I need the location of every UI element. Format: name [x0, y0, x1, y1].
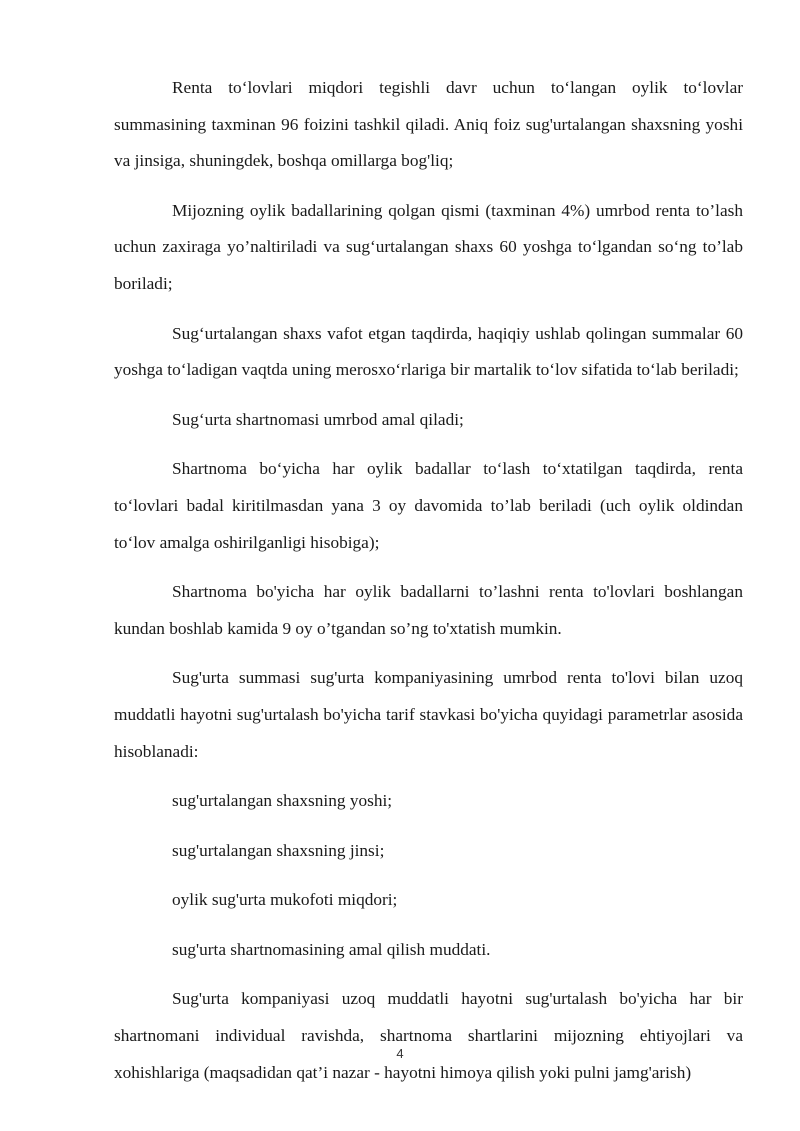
paragraph-death-case: Sug‘urtalangan shaxs vafot etgan taqdirda, haqiqiy ushlab qolingan summalar 60 yoshga to‘ladigan vaqtda uning merosxo‘rlariga bir martalik to‘lov sifatida to‘lab beriladi;	[114, 323, 743, 380]
parameter-list	[114, 783, 743, 968]
paragraph-renta-payments: Renta to‘lovlari miqdori tegishli davr uchun to‘langan oylik to‘lovlar summasining taxminan 96 foizini tashkil qiladi. Aniq foiz sug'urtalangan shaxsning yoshi va jinsiga, shuningdek, boshqa omillarga bog'liq;	[114, 78, 743, 171]
paragraph-lifetime-contract: Sug‘urta shartnomasi umrbod amal qiladi;	[172, 409, 464, 429]
paragraph-individual-contract: Sug'urta kompaniyasi uzoq muddatli hayotni sug'urtalash bo'yicha har bir shartnomani individual ravishda, shartnoma shartlarini mijozning ehtiyojlari va xohishlariga (maqsadidan qat’i nazar - hayotni himoya qilish yoki pulni jamg'arish)	[114, 989, 743, 1082]
paragraph-sum-calculation: Sug'urta summasi sug'urta kompaniyasining umrbod renta to'lovi bilan uzoq muddatli hayotni sug'urtalash bo'yicha tarif stavkasi bo'yicha quyidagi parametrlar asosida hisoblanadi:	[114, 668, 743, 761]
list-item: oylik sug'urta mukofoti miqdori;	[172, 890, 398, 910]
paragraph-payment-suspension: Shartnoma bo‘yicha har oylik badallar to‘lash to‘xtatilgan taqdirda, renta to‘lovlari badal kiritilmasdan yana 3 oy davomida to’lab beriladi (uch oylik oldindan to‘lov amalga oshirilganligi hisobiga);	[114, 459, 743, 552]
list-item: sug'urta shartnomasining amal qilish muddati.	[172, 939, 491, 959]
page-body	[114, 70, 743, 1104]
list-item: sug'urtalangan shaxsning yoshi;	[172, 791, 393, 811]
list-item: sug'urtalangan shaxsning jinsi;	[172, 840, 385, 860]
paragraph-remaining-contributions: Mijozning oylik badallarining qolgan qismi (taxminan 4%) umrbod renta to’lash uchun zaxiraga yo’naltiriladi va sug‘urtalangan shaxs 60 yoshga to‘lgandan so‘ng to’lab boriladi;	[114, 200, 743, 293]
page-number: 4	[396, 1046, 404, 1061]
paragraph-stop-payments: Shartnoma bo'yicha har oylik badallarni to’lashni renta to'lovlari boshlangan kundan boshlab kamida 9 oy o’tgandan so’ng to'xtatish mumkin.	[114, 582, 743, 638]
